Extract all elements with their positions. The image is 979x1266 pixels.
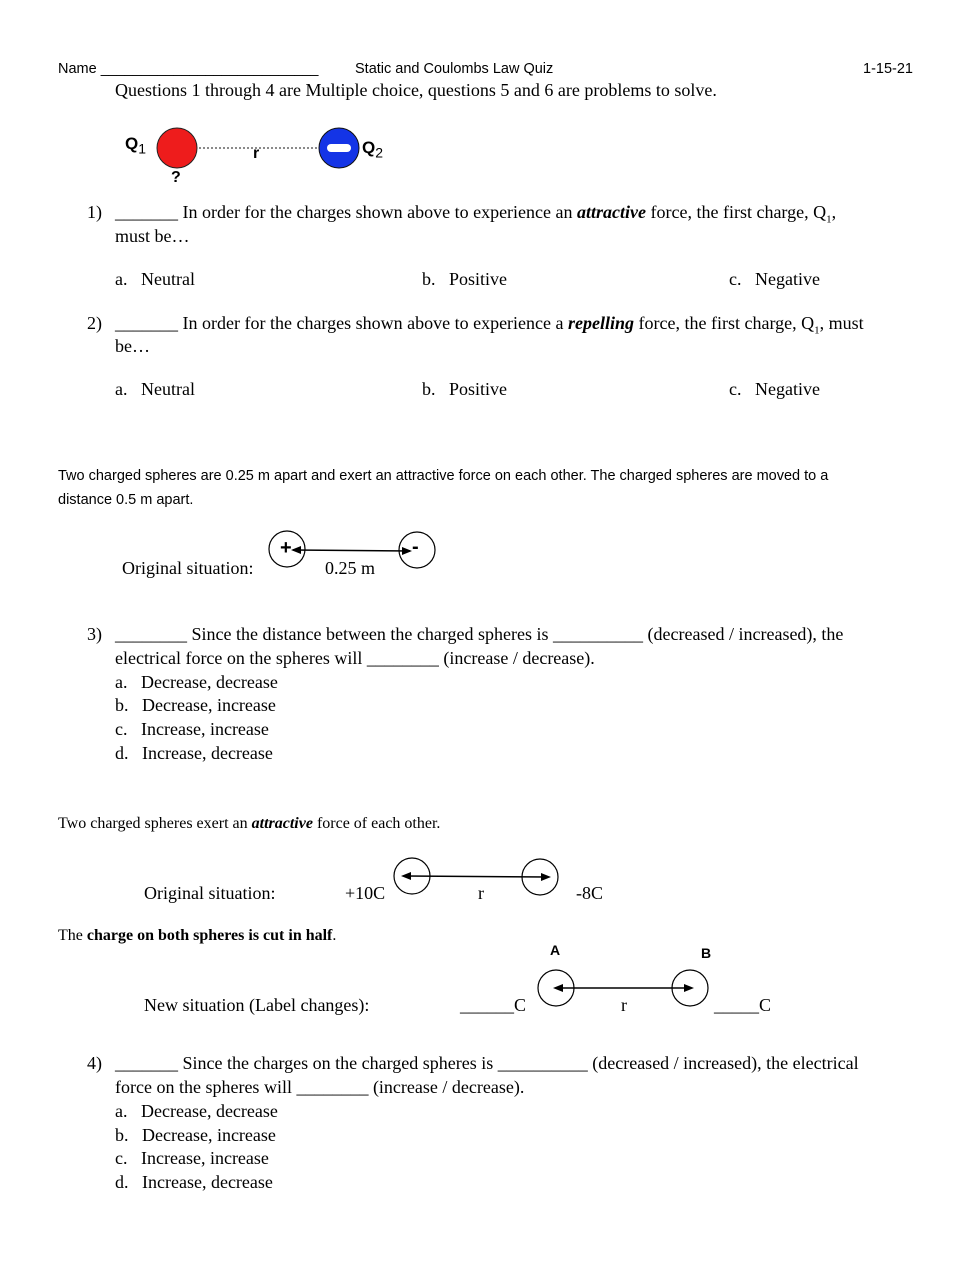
charge-cut-statement: The charge on both spheres is cut in half. [58,927,337,944]
q1-stem: _______ In order for the charges shown above to experience an attractive force, the first charge, $Q_1$, [115,202,837,226]
right-charge-blank[interactable]: _____C [714,995,772,1015]
q2-option-c[interactable]: c. Negative [729,379,820,399]
quiz-title: Static and Coulombs Law Quiz [355,61,554,77]
q3-stem-line2: electrical force on the spheres will ________ (increase / decrease). [115,648,595,668]
q1-label: $Q_1$ [125,134,147,157]
instructions: Questions 1 through 4 are Multiple choice, questions 5 and 6 are problems to solve. [115,80,717,100]
q3-option-d[interactable]: d. Increase, decrease [115,743,273,763]
arrow-line-original [405,876,547,877]
q1-stem-line2: must be… [115,226,190,246]
q1-option-b[interactable]: b. Positive [422,269,508,289]
q2-answer-blank[interactable]: _______ [115,313,178,333]
q4-stem-line1: _______ Since the charges on the charged spheres is __________ (decreased / increased), the electrical [115,1053,859,1073]
arrow-right-head-new [684,984,694,992]
name-blank[interactable]: ___________________________ [100,61,319,77]
scenario1-line2: distance 0.5 m apart. [58,492,194,508]
scenario2-new-label: New situation (Label changes): [144,995,370,1015]
q3-number: 3) [87,624,102,644]
arrow-left-head-new [553,984,563,992]
q2-option-b[interactable]: b. Positive [422,379,508,399]
q4-stem-line2: force on the spheres will ________ (increase / decrease). [115,1077,525,1097]
q1-option-c[interactable]: c. Negative [729,269,820,289]
q2-label: $Q_2$ [362,138,384,161]
q4-option-d[interactable]: d. Increase, decrease [115,1172,273,1192]
plus-sign: + [280,537,292,559]
q2-stem: _______ In order for the charges shown above to experience a repelling force, the first charge, $Q_1$, must [115,313,864,337]
q1-option-a[interactable]: a. Neutral [115,269,195,289]
q1-number: 1) [87,202,102,222]
name-label: Name ___________________________ [58,61,319,77]
sphere-b-label: B [701,945,712,961]
left-charge-blank[interactable]: ______C [460,995,527,1015]
left-charge-value: +10C [345,883,386,903]
quiz-date: 1-15-21 [863,61,913,77]
distance-label: 0.25 m [325,558,376,578]
q4-number: 4) [87,1053,102,1073]
sphere-a-label: A [550,942,561,958]
q4-option-b[interactable]: b. Decrease, increase [115,1125,276,1145]
arrow-left-head-original [401,872,411,880]
scenario2-intro: Two charged spheres exert an attractive force of each other. [58,815,441,832]
q2-option-a[interactable]: a. Neutral [115,379,195,399]
arrow-right-head-original [541,873,551,881]
q4-option-c[interactable]: c. Increase, increase [115,1148,269,1168]
q3-option-a[interactable]: a. Decrease, decrease [115,672,278,692]
right-charge-value: -8C [576,883,603,903]
q1-answer-blank[interactable]: _______ [115,202,178,222]
r-label: r [253,145,260,162]
r-label-original: r [478,883,484,903]
scenario2-original-label: Original situation: [144,883,276,903]
q2-number: 2) [87,313,102,333]
scenario1-line1: Two charged spheres are 0.25 m apart and exert an attractive force on each other. The charged spheres are moved to a [58,468,829,484]
scenario1-original-label: Original situation: [122,558,254,578]
q4-option-a[interactable]: a. Decrease, decrease [115,1101,278,1121]
r-label-new: r [621,995,627,1015]
q3-option-b[interactable]: b. Decrease, increase [115,695,276,715]
minus-sign: - [412,536,419,558]
q2-stem-line2: be… [115,336,150,356]
unknown-charge-mark: ? [171,169,181,186]
q3-stem-line1: ________ Since the distance between the charged spheres is __________ (decreased / increased), the [115,624,844,644]
q3-option-c[interactable]: c. Increase, increase [115,719,269,739]
